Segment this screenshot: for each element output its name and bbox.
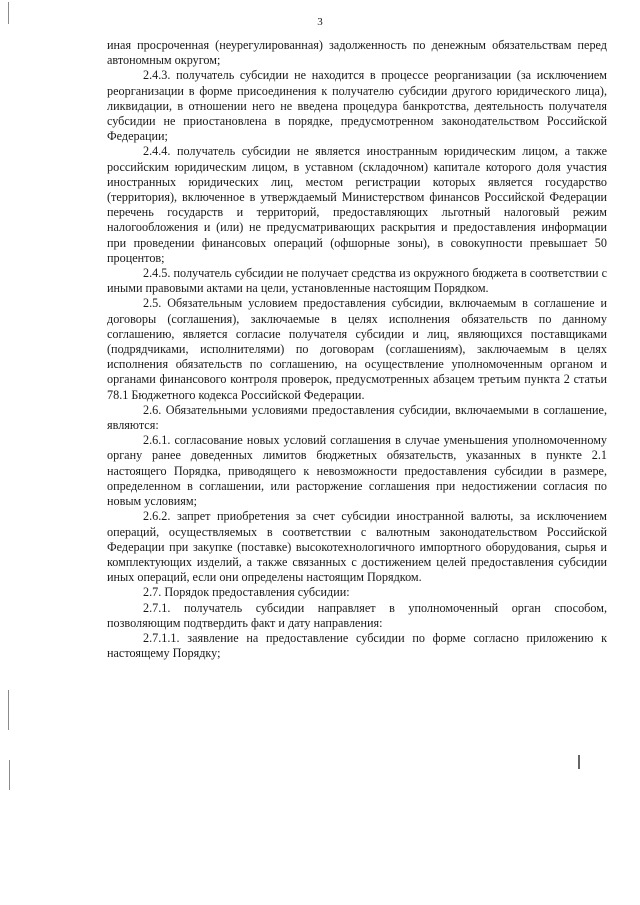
paragraph-2-7-1: 2.7.1. получатель субсидии направляет в уполномоченный орган способом, позволяющим подтвердить факт и дату направления: — [107, 600, 607, 630]
page-number: 3 — [317, 16, 323, 28]
paragraph-2-4-4: 2.4.4. получатель субсидии не является иностранным юридическим лицом, а также российским юридическим лицом, в уставном (складочном) капитале которого доля участия иностранных юридических лиц, местом регистрации которых является государство (территория), включенное в утверждаемый Министерством финансов Российской Федерации перечень государств и территорий, предоставляющих льготный налоговый режим налогообложения и (или) не предусматривающих раскрытия и предоставления информации при проведении финансовых операций (офшорные зоны), в совокупности превышает 50 процентов; — [107, 144, 607, 265]
paragraph-2-6: 2.6. Обязательными условиями предоставления субсидии, включаемыми в соглашение, являются: — [107, 402, 607, 433]
document-body — [107, 38, 607, 661]
paragraph-debt-continuation: иная просроченная (неурегулированная) задолженность по денежным обязательствам перед автономным округом; — [107, 38, 607, 68]
scan-artifact-mark — [9, 760, 10, 790]
paragraph-2-4-3: 2.4.3. получатель субсидии не находится в процессе реорганизации (за исключением реорганизации в форме присоединения к получателю субсидии другого юридического лица), ликвидации, в отношении него не введена процедура банкротства, деятельность получателя субсидии не приостановлена в порядке, предусмотренном законодательством Российской Федерации; — [107, 68, 607, 144]
paragraph-2-4-5: 2.4.5. получатель субсидии не получает средства из окружного бюджета в соответствии с иными правовыми актами на цели, установленные настоящим Порядком. — [107, 266, 607, 296]
paragraph-2-7: 2.7. Порядок предоставления субсидии: — [143, 585, 350, 600]
scan-artifact-mark — [578, 755, 580, 769]
paragraph-2-7-1-1: 2.7.1.1. заявление на предоставление субсидии по форме согласно приложению к настоящему Порядку; — [107, 630, 607, 661]
paragraph-2-6-2: 2.6.2. запрет приобретения за счет субсидии иностранной валюты, за исключением операций, осуществляемых в соответствии с валютным законодательством Российской Федерации при закупке (поставке) высокотехнологичного импортного оборудования, сырья и комплектующих изделий, а также связанных с достижением целей предоставления субсидии иных операций, если они определены настоящим Порядком. — [107, 509, 607, 585]
paragraph-2-6-1: 2.6.1. согласование новых условий соглашения в случае уменьшения уполномоченному органу ранее доведенных лимитов бюджетных обязательств, указанных в пункте 2.1 настоящего Порядка, приводящего к невозможности предоставления субсидии в размере, определенном в соглашении, или расторжение соглашения при недостижении согласия по новым условиям; — [107, 433, 607, 509]
scan-artifact-mark — [8, 690, 9, 730]
paragraph-2-5: 2.5. Обязательным условием предоставления субсидии, включаемым в соглашение и договоры (соглашения), заключаемые в целях исполнения обязательств по данному соглашению, является согласие получателя субсидии и лиц, являющихся поставщиками (подрядчиками, исполнителями) по договорам (соглашениям), заключаемым в целях исполнения обязательств по соглашению, на осуществление уполномоченным органом и органами финансового контроля проверок, предусмотренных абзацем третьим пункта 2 статьи 78.1 Бюджетного кодекса Российской Федерации. — [107, 296, 607, 402]
